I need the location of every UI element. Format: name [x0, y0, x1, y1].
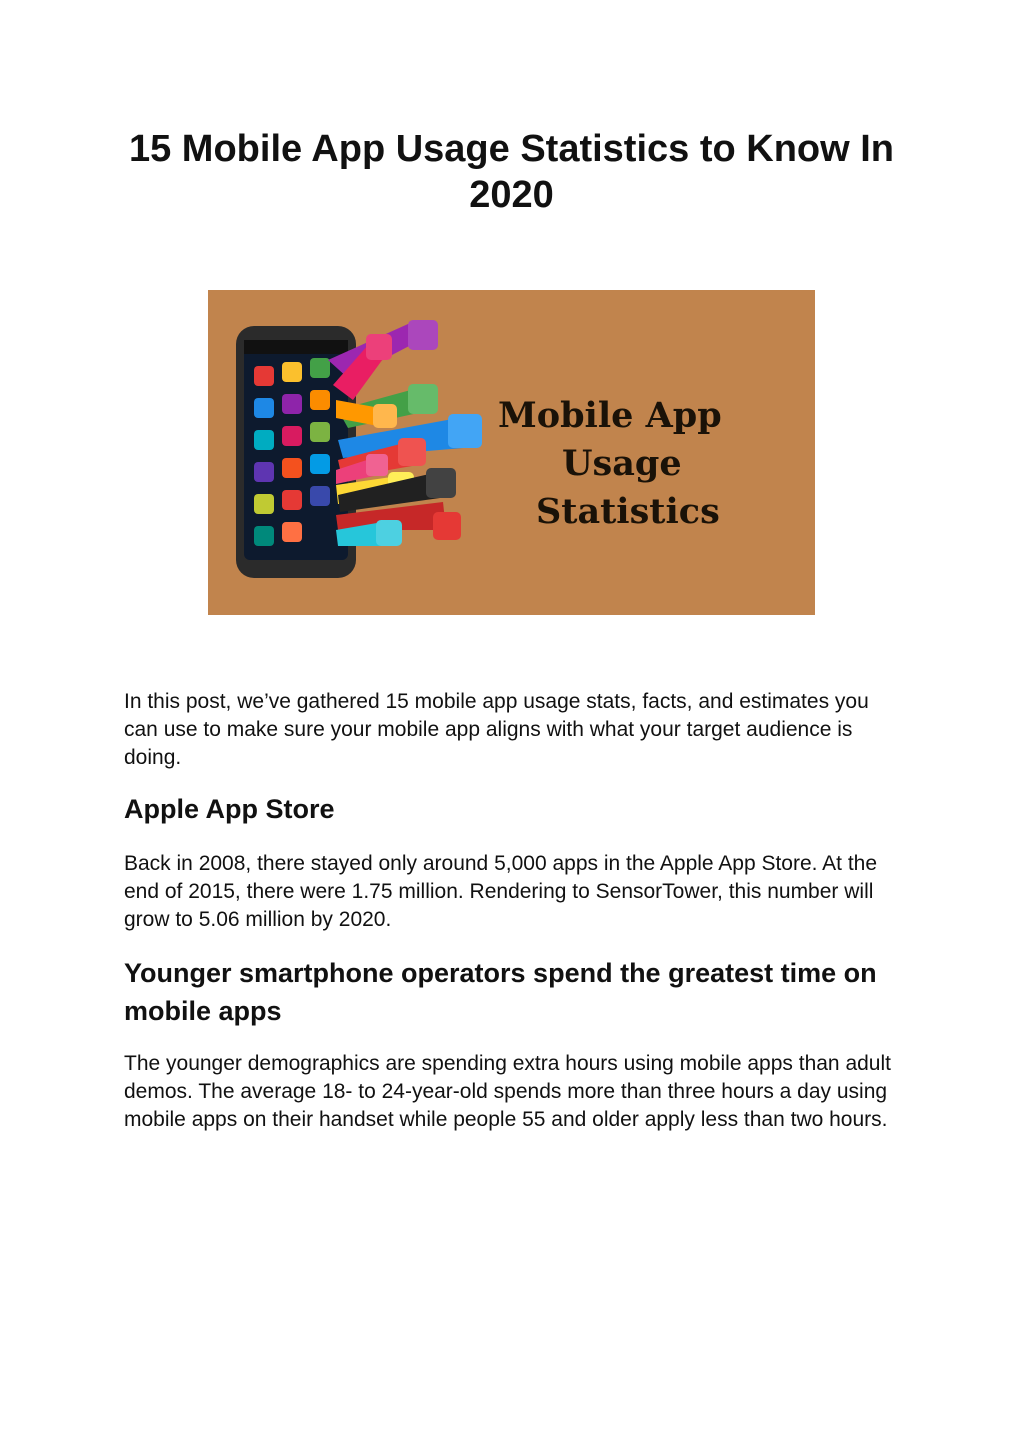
hero-line-2: Usage [562, 443, 682, 484]
phone-status-bar [244, 340, 348, 354]
section-heading-apple-app-store: Apple App Store [124, 794, 335, 824]
hero-banner-text [498, 392, 788, 536]
section-body-apple-app-store: Back in 2008, there stayed only around 5,000 apps in the Apple App Store. At the end of 2015, there were 1.75 million. Rendering to SensorTower, this number will grow to 5.06 million by 2020. [124, 852, 878, 931]
section-heading-younger-users: Younger smartphone operators spend the greatest time on mobile apps [124, 958, 877, 1026]
hero-banner-image [208, 290, 815, 615]
hero-line-1: Mobile App [498, 395, 722, 436]
hero-line-3: Statistics [536, 491, 720, 532]
page-title: 15 Mobile App Usage Statistics to Know In 2020 [128, 128, 895, 216]
intro-paragraph: In this post, we’ve gathered 15 mobile app usage stats, facts, and estimates you can use to make sure your mobile app aligns with what your target audience is doing. [124, 690, 869, 769]
article-body [124, 688, 904, 1134]
section-body-younger-users: The younger demographics are spending extra hours using mobile apps than adult demos. The average 18- to 24-year-old spends more than three hours a day using mobile apps on their handset while people 55 and older apply less than two hours. [124, 1052, 891, 1131]
